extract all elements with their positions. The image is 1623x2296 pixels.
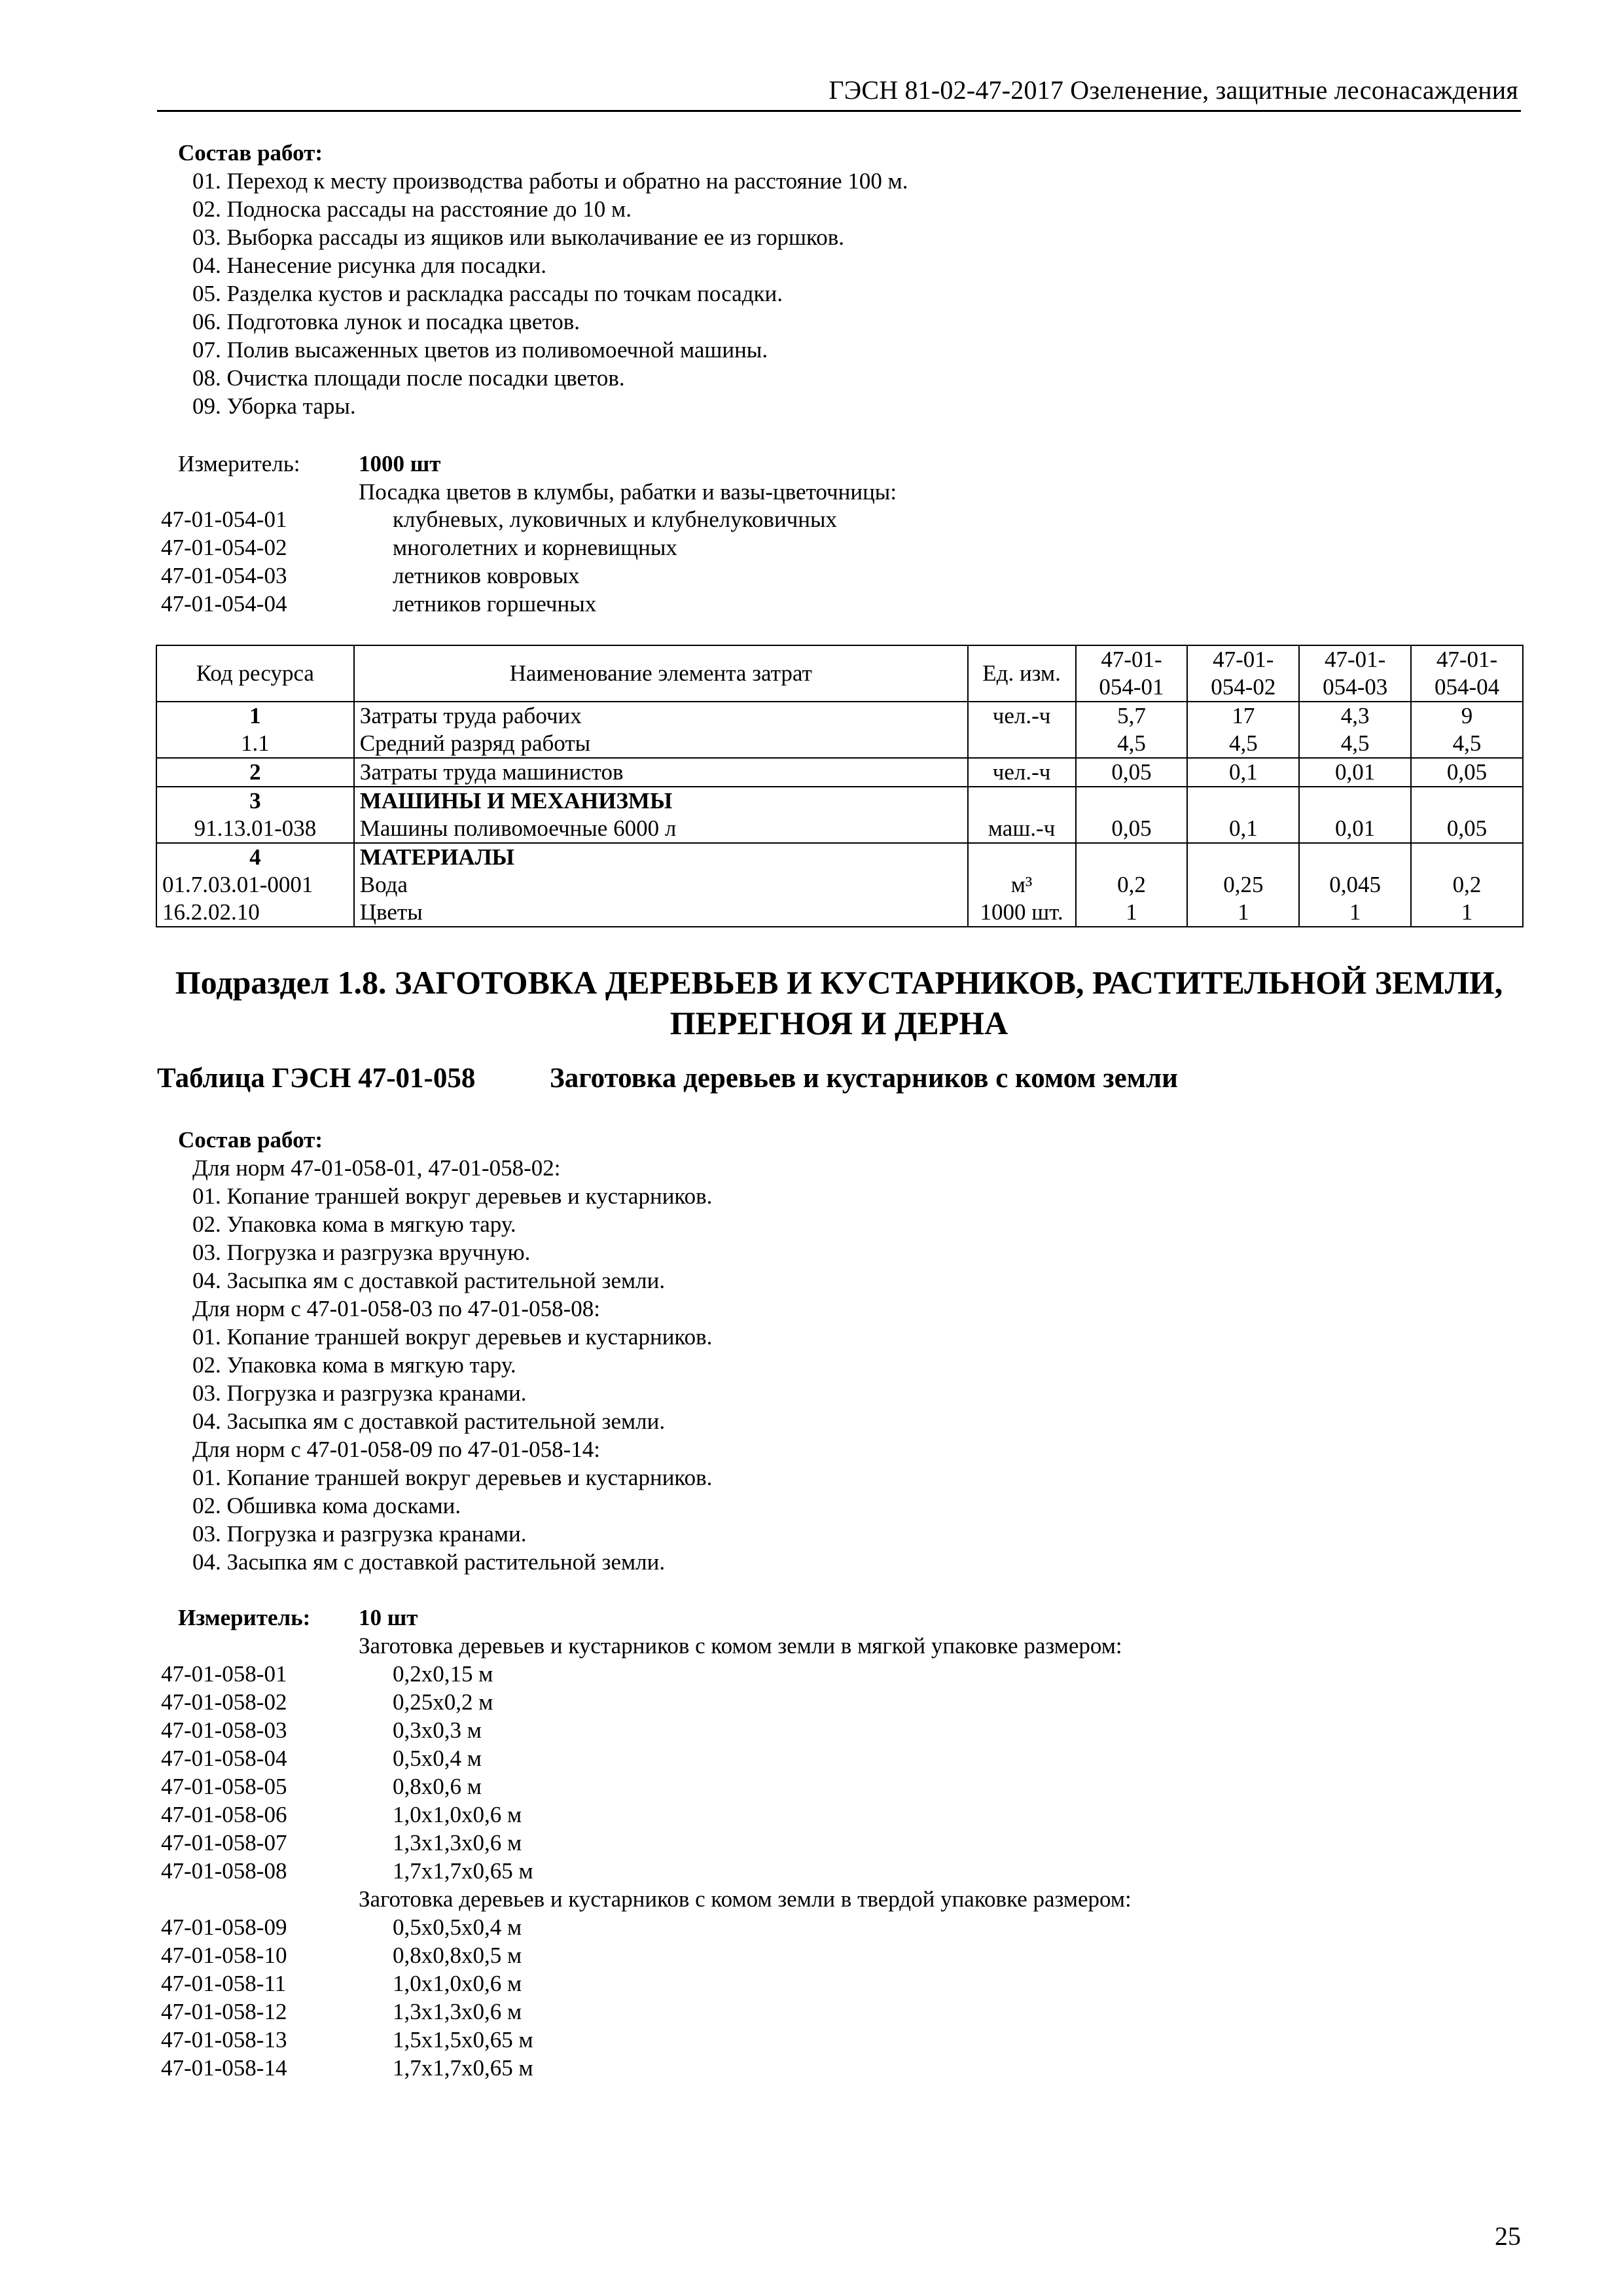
norm-name: 0,8х0,8х0,5 м — [393, 1943, 522, 1968]
header-name: Наименование элемента затрат — [354, 645, 968, 702]
resource-unit: чел.-ч — [968, 758, 1076, 787]
norm-code: 47-01-058-06 — [161, 1802, 287, 1827]
norm-name: 1,5х1,5х0,65 м — [393, 2027, 533, 2053]
header-norm: 47-01- 054-01 — [1076, 645, 1188, 702]
work-line: 02. Упаковка кома в мягкую тару. — [192, 1211, 516, 1237]
resource-value: 0,05 — [1411, 787, 1523, 843]
work-composition-1 — [178, 139, 908, 420]
resource-value: 4,3 4,5 — [1299, 702, 1411, 758]
norm-code: 47-01-054-03 — [161, 563, 287, 588]
header-norm: 47-01- 054-03 — [1299, 645, 1411, 702]
measure-label: Измеритель: — [178, 451, 300, 476]
norm-name: 1,7х1,7х0,65 м — [393, 1858, 533, 1884]
work-line: 03. Погрузка и разгрузка вручную. — [192, 1240, 531, 1265]
work-line: 01. Копание траншей вокруг деревьев и кустарников. — [192, 1183, 713, 1209]
resource-value: 0,2 1 — [1076, 843, 1188, 927]
norm-code: 47-01-058-04 — [161, 1746, 287, 1771]
norm-code: 47-01-054-04 — [161, 591, 287, 617]
work-line: 04. Засыпка ям с доставкой растительной земли. — [192, 1268, 666, 1293]
header-norm: 47-01- 054-02 — [1187, 645, 1299, 702]
work-item: 06. Подготовка лунок и посадка цветов. — [192, 309, 580, 334]
table-row — [156, 787, 1523, 843]
work-line: 01. Копание траншей вокруг деревьев и кустарников. — [192, 1465, 713, 1490]
table-name: Заготовка деревьев и кустарников с комом земли — [550, 1063, 1178, 1094]
work-item: 08. Очистка площади после посадки цветов. — [192, 365, 625, 391]
norm-name: 0,3х0,3 м — [393, 1717, 482, 1743]
norm-code: 47-01-058-05 — [161, 1774, 287, 1799]
norm-code: 47-01-058-01 — [161, 1661, 287, 1687]
work-line: Для норм с 47-01-058-09 по 47-01-058-14: — [192, 1437, 600, 1462]
work-item: 05. Разделка кустов и раскладка рассады по точкам посадки. — [192, 281, 783, 306]
resource-name: МАШИНЫ И МЕХАНИЗМЫ Машины поливомоечные 6000 л — [354, 787, 968, 843]
resource-code: 4 01.7.03.01-0001 16.2.02.10 — [156, 843, 354, 927]
resource-name: Затраты труда машинистов — [354, 758, 968, 787]
norm-code: 47-01-058-03 — [161, 1717, 287, 1743]
work-item: 01. Переход к месту производства работы и обратно на расстояние 100 м. — [192, 168, 908, 194]
resource-value: 0,2 1 — [1411, 843, 1523, 927]
measure-unit: 1000 шт — [359, 451, 441, 476]
work-item: 02. Подноска рассады на расстояние до 10 м. — [192, 196, 632, 222]
table-title — [157, 1062, 1178, 1094]
work-line: 02. Упаковка кома в мягкую тару. — [192, 1352, 516, 1378]
norm-name: 0,8х0,6 м — [393, 1774, 482, 1799]
work-item: 07. Полив высаженных цветов из поливомоечной машины. — [192, 337, 768, 363]
table-number: Таблица ГЭСН 47-01-058 — [157, 1063, 476, 1094]
header-unit: Ед. изм. — [968, 645, 1076, 702]
measure-group: Посадка цветов в клумбы, рабатки и вазы-цветочницы: — [359, 479, 897, 505]
work-line: 02. Обшивка кома досками. — [192, 1493, 461, 1518]
resource-code: 1 1.1 — [156, 702, 354, 758]
norm-code: 47-01-058-11 — [161, 1971, 287, 1996]
norm-name: многолетних и корневищных — [393, 535, 677, 560]
resource-value: 0,05 — [1076, 758, 1188, 787]
measure-group: Заготовка деревьев и кустарников с комом земли в мягкой упаковке размером: — [359, 1633, 1122, 1659]
measure-label: Измеритель: — [178, 1605, 311, 1630]
norm-name: 0,25х0,2 м — [393, 1689, 493, 1715]
resource-value: 0,05 — [1411, 758, 1523, 787]
work-line: Для норм с 47-01-058-03 по 47-01-058-08: — [192, 1296, 600, 1321]
norm-name: 0,2х0,15 м — [393, 1661, 493, 1687]
norm-code: 47-01-058-14 — [161, 2055, 287, 2081]
resource-value: 0,05 — [1076, 787, 1188, 843]
norm-code: 47-01-054-02 — [161, 535, 287, 560]
subsection-title — [157, 962, 1521, 1043]
resource-code: 3 91.13.01-038 — [156, 787, 354, 843]
resource-value: 0,1 — [1187, 758, 1299, 787]
norm-code: 47-01-058-08 — [161, 1858, 287, 1884]
resource-unit: маш.-ч — [968, 787, 1076, 843]
norm-code: 47-01-058-09 — [161, 1914, 287, 1940]
resource-value: 0,01 — [1299, 787, 1411, 843]
norm-code: 47-01-058-02 — [161, 1689, 287, 1715]
resource-code: 2 — [156, 758, 354, 787]
table-row — [156, 702, 1523, 758]
work-line: 04. Засыпка ям с доставкой растительной земли. — [192, 1549, 666, 1575]
measure-group: Заготовка деревьев и кустарников с комом земли в твердой упаковке размером: — [359, 1886, 1132, 1912]
work-item: 09. Уборка тары. — [192, 393, 356, 419]
resource-name: МАТЕРИАЛЫ Вода Цветы — [354, 843, 968, 927]
header-norm: 47-01- 054-04 — [1411, 645, 1523, 702]
norm-name: 1,0х1,0х0,6 м — [393, 1802, 522, 1827]
norm-code: 47-01-058-10 — [161, 1943, 287, 1968]
work-line: 04. Засыпка ям с доставкой растительной земли. — [192, 1408, 666, 1434]
norm-name: 1,3х1,3х0,6 м — [393, 1830, 522, 1856]
work-line: 01. Копание траншей вокруг деревьев и кустарников. — [192, 1324, 713, 1350]
resource-name: Затраты труда рабочих Средний разряд работы — [354, 702, 968, 758]
work-composition-heading: Состав работ: — [178, 1127, 323, 1153]
norm-code: 47-01-054-01 — [161, 507, 287, 532]
header-code: Код ресурса — [156, 645, 354, 702]
page-header — [157, 71, 1521, 112]
norm-name: клубневых, луковичных и клубнелуковичных — [393, 507, 838, 532]
table-header-row — [156, 645, 1523, 702]
norm-name: летников горшечных — [393, 591, 597, 617]
work-item: 04. Нанесение рисунка для посадки. — [192, 253, 546, 278]
work-line: 03. Погрузка и разгрузка кранами. — [192, 1380, 527, 1406]
work-line: Для норм 47-01-058-01, 47-01-058-02: — [192, 1155, 561, 1181]
resource-value: 0,01 — [1299, 758, 1411, 787]
norm-name: 0,5х0,5х0,4 м — [393, 1914, 522, 1940]
norm-code: 47-01-058-13 — [161, 2027, 287, 2053]
resource-value: 5,7 4,5 — [1076, 702, 1188, 758]
norm-name: 0,5х0,4 м — [393, 1746, 482, 1771]
norm-code: 47-01-058-12 — [161, 1999, 287, 2024]
subsection-title-line: Подраздел 1.8. ЗАГОТОВКА ДЕРЕВЬЕВ И КУСТАРНИКОВ, РАСТИТЕЛЬНОЙ ЗЕМЛИ, — [175, 964, 1503, 1001]
norm-name: 1,3х1,3х0,6 м — [393, 1999, 522, 2024]
norm-name: 1,7х1,7х0,65 м — [393, 2055, 533, 2081]
resource-value: 0,1 — [1187, 787, 1299, 843]
resource-value: 0,045 1 — [1299, 843, 1411, 927]
norm-name: 1,0х1,0х0,6 м — [393, 1971, 522, 1996]
resource-value: 17 4,5 — [1187, 702, 1299, 758]
table-row — [156, 758, 1523, 787]
resource-value: 9 4,5 — [1411, 702, 1523, 758]
resource-value: 0,25 1 — [1187, 843, 1299, 927]
measure-unit: 10 шт — [359, 1605, 418, 1630]
work-composition-heading: Состав работ: — [178, 140, 323, 166]
work-line: 03. Погрузка и разгрузка кранами. — [192, 1521, 527, 1547]
subsection-title-line: ПЕРЕГНОЯ И ДЕРНА — [669, 1005, 1008, 1041]
norm-name: летников ковровых — [393, 563, 580, 588]
work-composition-2 — [178, 1126, 712, 1576]
table-row — [156, 843, 1523, 927]
work-item: 03. Выборка рассады из ящиков или выколачивание ее из горшков. — [192, 224, 844, 250]
resource-unit: м³ 1000 шт. — [968, 843, 1076, 927]
norm-code: 47-01-058-07 — [161, 1830, 287, 1856]
header-title: ГЭСН 81-02-47-2017 Озеленение, защитные лесонасаждения — [829, 75, 1518, 105]
resource-table — [156, 645, 1524, 927]
page-number: 25 — [1495, 2221, 1521, 2251]
resource-unit: чел.-ч — [968, 702, 1076, 758]
